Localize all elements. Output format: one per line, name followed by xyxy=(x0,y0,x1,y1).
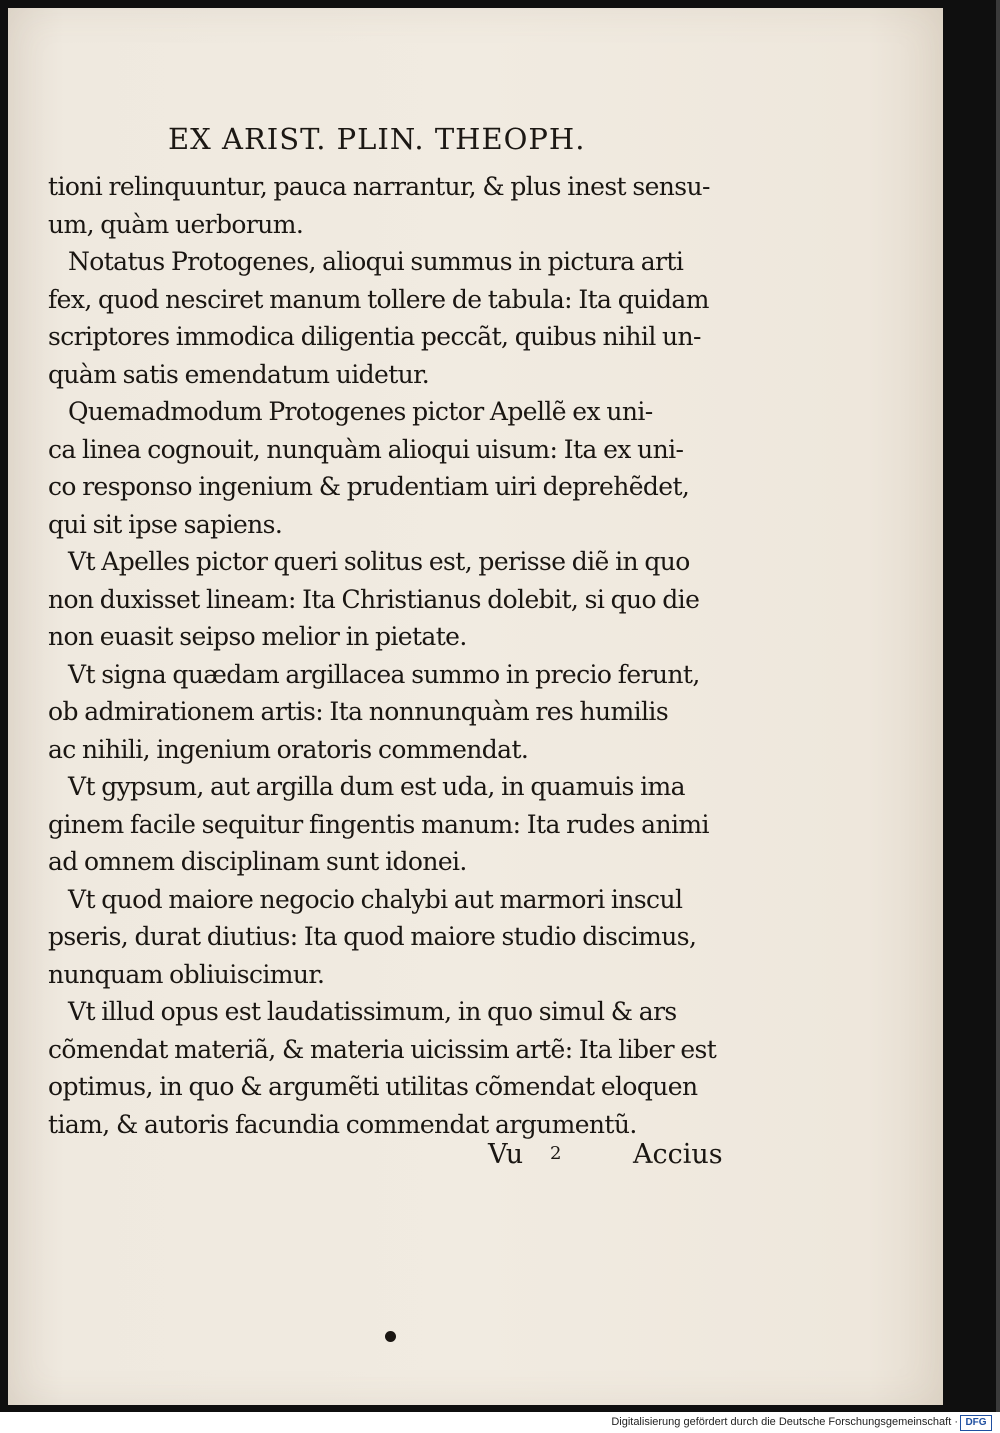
text-line: ob admirationem artis: Ita nonnunquàm res humilis xyxy=(48,697,669,726)
text-line: co responso ingenium & prudentiam uiri deprehẽdet, xyxy=(48,472,690,501)
text-line: ginem facile sequitur fingentis manum: Ita rudes animi xyxy=(48,809,709,839)
text-line: quàm satis emendatum uidetur. xyxy=(48,359,430,389)
text-line: non euasit seipso melior in pietate. xyxy=(48,622,467,651)
text-line: um, quàm uerborum. xyxy=(48,209,304,239)
attribution-text: Digitalisierung gefördert durch die Deutsche Forschungsgemeinschaft · xyxy=(611,1416,958,1428)
book-page xyxy=(8,8,943,1405)
text-line: cõmendat materiã, & materia uicissim artẽ: Ita liber est xyxy=(48,1034,717,1064)
attribution-bar xyxy=(0,1412,1000,1433)
text-line: qui sit ipse sapiens. xyxy=(48,509,283,539)
signature-number: 2 xyxy=(550,1143,562,1164)
text-block xyxy=(48,168,728,1143)
ink-dot xyxy=(385,1331,396,1342)
catchword: Accius xyxy=(633,1139,723,1170)
text-line: ac nihili, ingenium oratoris commendat. xyxy=(48,734,529,764)
text-line: Vt quod maiore negocio chalybi aut marmori inscul xyxy=(68,884,683,914)
text-line: Vt gypsum, aut argilla dum est uda, in quamuis ima xyxy=(68,772,685,801)
signature-mark: Vu xyxy=(488,1139,524,1170)
text-line: Vt Apelles pictor queri solitus est, perisse diẽ in quo xyxy=(68,547,690,576)
page-footer-line xyxy=(478,1133,728,1173)
scan-edge xyxy=(996,0,1000,1412)
running-head: EX ARIST. PLIN. THEOPH. xyxy=(168,122,586,156)
text-line: Vt illud opus est laudatissimum, in quo simul & ars xyxy=(68,997,677,1026)
text-line: nunquam obliuiscimur. xyxy=(48,959,325,989)
text-line: fex, quod nesciret manum tollere de tabula: Ita quidam xyxy=(48,284,709,314)
text-line: non duxisset lineam: Ita Christianus dolebit, si quo die xyxy=(48,584,700,614)
dfg-logo: DFG xyxy=(960,1415,992,1431)
text-line: Vt signa quædam argillacea summo in precio ferunt, xyxy=(68,659,700,689)
text-line: scriptores immodica diligentia peccãt, quibus nihil un- xyxy=(48,322,701,351)
text-line: ad omnem disciplinam sunt idonei. xyxy=(48,847,467,876)
text-line: ca linea cognouit, nunquàm alioqui uisum: Ita ex uni- xyxy=(48,434,684,464)
text-line: tioni relinquuntur, pauca narrantur, & plus inest sensu- xyxy=(48,172,710,201)
text-line: Notatus Protogenes, alioqui summus in pictura arti xyxy=(68,247,684,276)
text-line: tiam, & autoris facundia commendat argumentũ. xyxy=(48,1109,637,1139)
text-line: Quemadmodum Protogenes pictor Apellẽ ex uni- xyxy=(68,397,653,426)
text-line: optimus, in quo & argumẽti utilitas cõmendat eloquen xyxy=(48,1072,698,1101)
text-line: pseris, durat diutius: Ita quod maiore studio discimus, xyxy=(48,922,697,951)
